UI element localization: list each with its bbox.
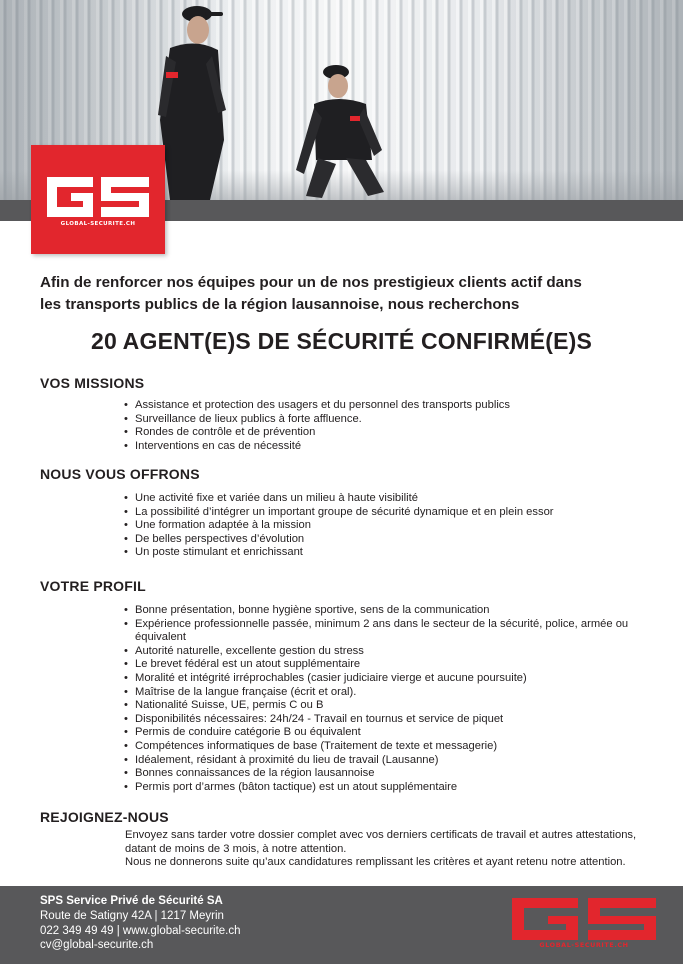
gs-logo-letters [41, 175, 155, 219]
agent-right [296, 65, 384, 198]
list-item: • Autorité naturelle, excellente gestion du stress [122, 645, 632, 659]
list-item: • Bonnes connaissances de la région lausannoise [122, 767, 632, 781]
list-item: • Disponibilités nécessaires: 24h/24 - Travail en tournus et service de piquet [122, 713, 632, 727]
join-heading: REJOIGNEZ-NOUS [40, 809, 169, 825]
list-item: • La possibilité d’intégrer un important groupe de sécurité dynamique et en plein essor [122, 506, 642, 520]
job-title: 20 AGENT(E)S DE SÉCURITÉ CONFIRMÉ(E)S [90, 328, 593, 354]
missions-list [122, 399, 642, 453]
gs-logo [31, 145, 165, 254]
agent-left [158, 6, 226, 200]
join-paragraph-2: Nous ne donnerons suite qu’aux candidatures remplissant les critères et ayant retenu notre attention. [125, 856, 626, 869]
company-email[interactable]: cv@global-securite.ch [40, 939, 154, 951]
list-item: • Maîtrise de la langue française (écrit et oral). [122, 686, 632, 700]
company-name: SPS Service Privé de Sécurité SA [40, 895, 223, 907]
list-item: • Rondes de contrôle et de prévention [122, 426, 642, 440]
offer-heading: NOUS VOUS OFFRONS [40, 466, 200, 482]
company-phone-web[interactable]: 022 349 49 49 | www.global-securite.ch [40, 925, 241, 937]
intro-line-2: les transports publics de la région lausannoise, nous recherchons [40, 296, 520, 313]
intro-line-1: Afin de renforcer nos équipes pour un de nos prestigieux clients actif dans [40, 274, 582, 291]
footer-logo-subtitle: GLOBAL-SECURITE.CH [539, 941, 629, 949]
list-item: • Interventions en cas de nécessité [122, 440, 642, 454]
list-item: • Permis de conduire catégorie B ou équivalent [122, 726, 632, 740]
missions-heading: VOS MISSIONS [40, 375, 145, 391]
list-item: • Idéalement, résidant à proximité du lieu de travail (Lausanne) [122, 754, 632, 768]
list-item: • Nationalité Suisse, UE, permis C ou B [122, 699, 632, 713]
list-item: • Bonne présentation, bonne hygiène sportive, sens de la communication [122, 604, 632, 618]
list-item: • Le brevet fédéral est un atout supplémentaire [122, 658, 632, 672]
join-text [125, 829, 645, 870]
list-item: • Compétences informatiques de base (Traitement de texte et messagerie) [122, 740, 632, 754]
logo-subtitle: GLOBAL-SECURITE.CH [60, 221, 136, 227]
list-item: • Assistance et protection des usagers et du personnel des transports publics [122, 399, 642, 413]
list-item: • Moralité et intégrité irréprochables (casier judiciaire vierge et aucune poursuite) [122, 672, 632, 686]
footer [0, 886, 683, 964]
list-item: • Surveillance de lieux publics à forte affluence. [122, 413, 642, 427]
gs-footer-logo [508, 896, 660, 942]
company-address: Route de Satigny 42A | 1217 Meyrin [40, 910, 224, 922]
profile-heading: VOTRE PROFIL [40, 578, 146, 594]
offer-list [122, 492, 642, 560]
list-item: • Une activité fixe et variée dans un milieu à haute visibilité [122, 492, 642, 506]
profile-list [122, 604, 632, 794]
join-paragraph-1: Envoyez sans tarder votre dossier complet avec vos derniers certificats de travail et autres attestations, datant de moins de 3 mois, à notre attention. [125, 829, 637, 855]
list-item: • Une formation adaptée à la mission [122, 519, 642, 533]
list-item: • De belles perspectives d’évolution [122, 533, 642, 547]
list-item: • Un poste stimulant et enrichissant [122, 546, 642, 560]
list-item: • Permis port d’armes (bâton tactique) est un atout supplémentaire [122, 781, 632, 795]
list-item: • Expérience professionnelle passée, minimum 2 ans dans le secteur de la sécurité, police, armée ou équivalent [122, 618, 632, 645]
intro-text [40, 272, 650, 316]
